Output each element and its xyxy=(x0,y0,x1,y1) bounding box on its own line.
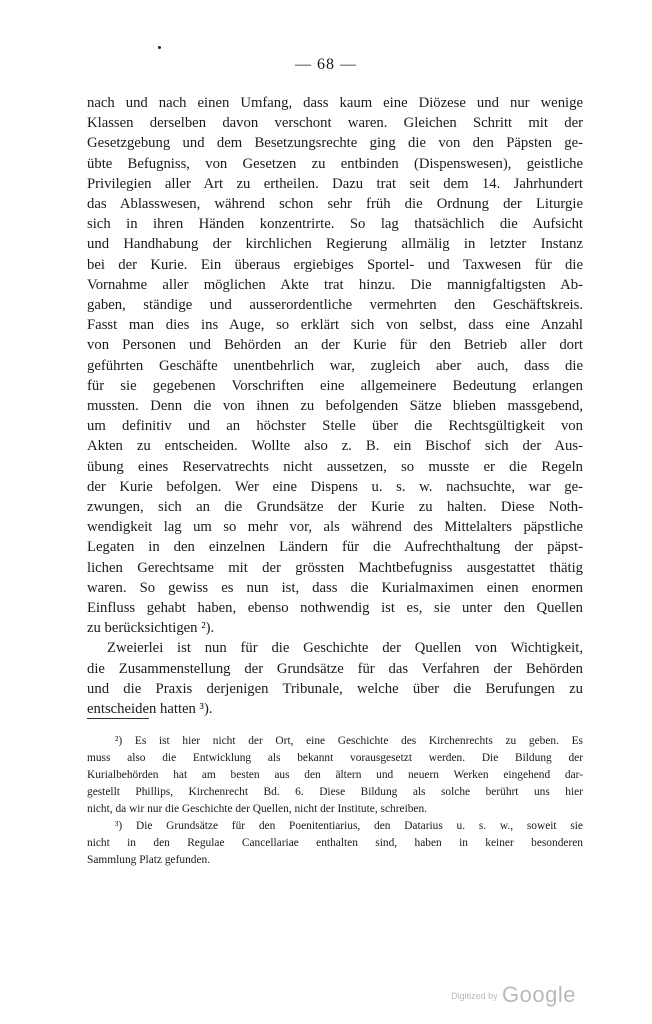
body-line: Klassen derselben davon verschont waren. Gleichen Schritt mit der xyxy=(87,115,583,132)
body-line: bei der Kurie. Ein überaus ergiebiges Sportel- und Taxwesen für die xyxy=(87,256,583,273)
page-number: — 68 — xyxy=(295,56,357,73)
body-line: und Handhabung der kirchlichen Regierung allmälig in letzter Instanz xyxy=(87,236,583,253)
footnote-line: gestellt Phillips, Kirchenrecht Bd. 6. Diese Bildung als solche berührt uns hier xyxy=(87,786,583,798)
body-line: lichen Gerechtsame mit der grössten Machtbefugniss ausgestattet thätig xyxy=(87,559,583,576)
footnote-line: nicht in den Regulae Cancellariae enthalten sind, haben in keiner besonderen xyxy=(87,837,583,849)
digitized-watermark xyxy=(451,982,576,1008)
body-line: der Kurie befolgen. Wer eine Dispens u. s. w. nachsuchte, war ge- xyxy=(87,478,583,495)
body-line: für sie gegebenen Vorschriften eine allgemeinere Bedeutung erlangen xyxy=(87,377,583,394)
body-line: Fasst man dies ins Auge, so erklärt sich von selbst, dass eine Anzahl xyxy=(87,317,583,334)
footnote-line: nicht, da wir nur die Geschichte der Quellen, nicht der Institute, schreiben. xyxy=(87,803,428,815)
body-line: Einfluss gehabt haben, ebenso nothwendig ist es, sie unter den Quellen xyxy=(87,600,583,617)
body-line: waren. So gewiss es nun ist, dass die Kurialmaximen einen enormen xyxy=(87,579,583,596)
body-line: entscheiden hatten ³). xyxy=(87,701,213,718)
google-logo: Google xyxy=(502,982,576,1007)
body-line: das Ablasswesen, während schon sehr früh die Ordnung der Liturgie xyxy=(87,196,583,213)
body-line: wendigkeit lag um so mehr vor, als während des Mittelalters päpstliche xyxy=(87,519,583,536)
body-line: zu berücksichtigen ²). xyxy=(87,620,215,637)
body-line: Vornahme aller möglichen Akte trat hinzu. Die mannigfaltigsten Ab- xyxy=(87,276,583,293)
watermark-prefix: Digitized by xyxy=(451,991,498,1001)
body-line: um definitiv und an höchster Stelle über die Rechtsgültigkeit von xyxy=(87,418,583,435)
body-line: sich in ihren Händen konzentrirte. So lag thatsächlich die Aufsicht xyxy=(87,216,583,233)
body-line: Zweierlei ist nun für die Geschichte der Quellen von Wichtigkeit, xyxy=(107,640,583,657)
body-line: Akten zu entscheiden. Wollte also z. B. ein Bischof sich der Aus- xyxy=(87,438,583,455)
body-line: von Personen und Behörden an der Kurie für den Betrieb aller dort xyxy=(87,337,583,354)
body-text xyxy=(87,93,583,719)
body-line: mussten. Denn die von ihnen zu befolgenden Sätze blieben massgebend, xyxy=(87,398,583,415)
footnote-line: Kurialbehörden hat am besten aus den ältern und neuern Werken eingehend dar- xyxy=(87,769,583,781)
body-line: übung eines Reservatrechts nicht aussetzen, so musste er die Regeln xyxy=(87,458,583,475)
footnote-line: ²) Es ist hier nicht der Ort, eine Geschichte des Kirchenrechts zu geben. Es xyxy=(115,735,583,747)
ink-speck xyxy=(158,46,161,49)
body-line: nach und nach einen Umfang, dass kaum eine Diözese und nur wenige xyxy=(87,95,583,111)
body-line: Legaten in den einzelnen Ländern für die Aufrechthaltung der päpst- xyxy=(87,539,583,556)
footnote-line: ³) Die Grundsätze für den Poenitentiarius, den Datarius u. s. w., soweit sie xyxy=(115,820,583,832)
footnote-divider xyxy=(87,718,149,719)
footnote-line: muss also die Entwicklung als bekannt vorausgesetzt werden. Die Bildung der xyxy=(87,752,583,764)
body-line: die Zusammenstellung der Grundsätze für das Verfahren der Behörden xyxy=(87,660,583,677)
body-line: geführten Geschäfte unentbehrlich war, zugleich aber auch, dass die xyxy=(87,357,583,374)
body-line: übte Befugniss, von Gesetzen zu entbinden (Dispenswesen), geistliche xyxy=(87,155,583,172)
body-line: und die Praxis derjenigen Tribunale, welche über die Berufungen zu xyxy=(87,680,583,697)
footnote-line: Sammlung Platz gefunden. xyxy=(87,854,211,866)
body-line: zwungen, sich an die Grundsätze der Kurie zu halten. Diese Noth- xyxy=(87,499,583,516)
body-line: gaben, ständige und ausserordentliche vermehrten den Geschäftskreis. xyxy=(87,297,583,314)
body-line: Gesetzgebung und dem Besetzungsrechte ging die von den Päpsten ge- xyxy=(87,135,583,152)
footnotes xyxy=(87,733,583,869)
body-line: Privilegien aller Art zu ertheilen. Dazu trat seit dem 14. Jahrhundert xyxy=(87,175,583,192)
